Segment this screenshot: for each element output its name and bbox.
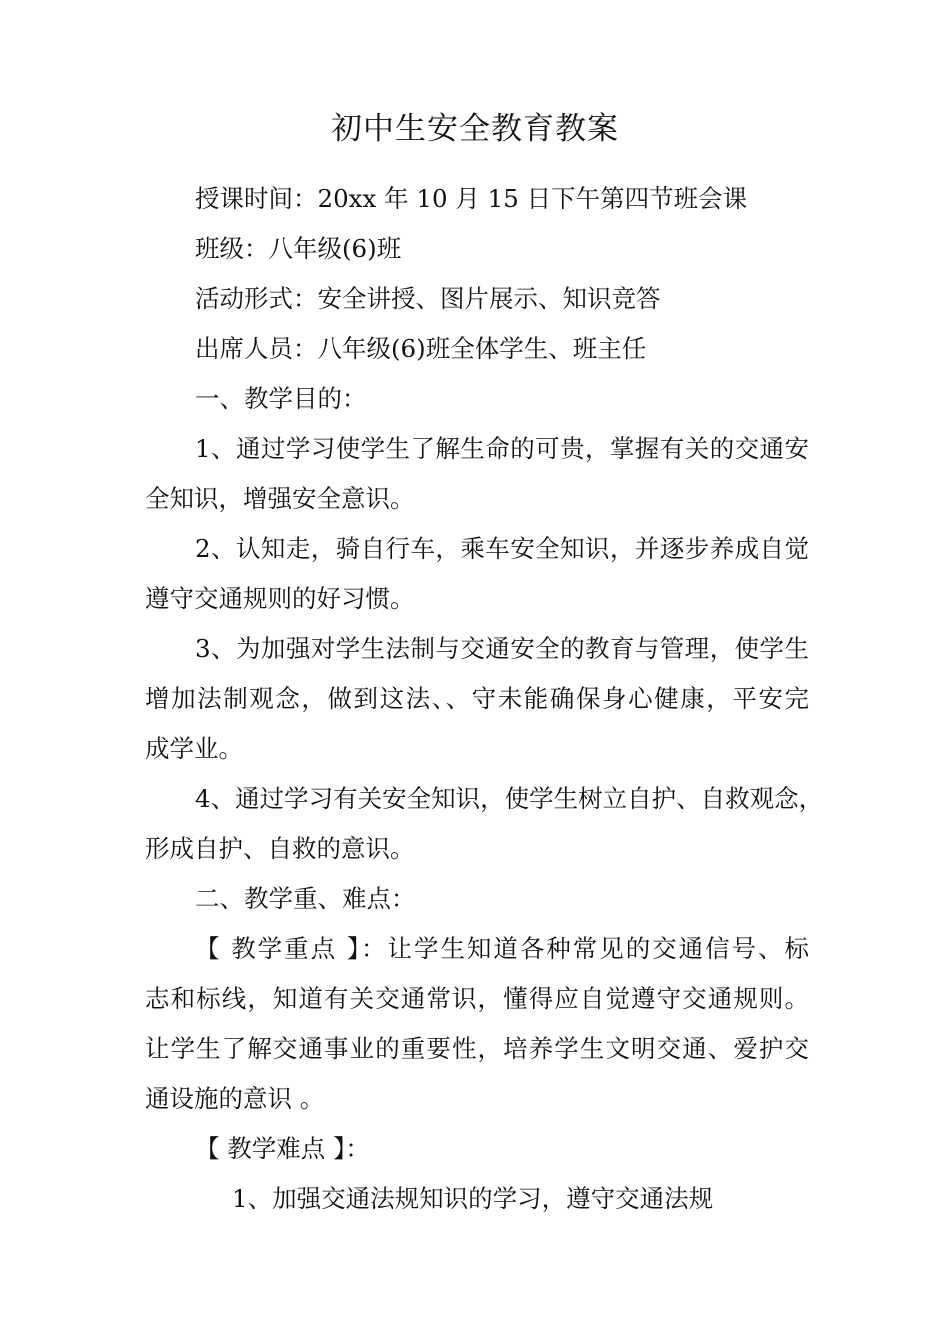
key-point-line-1	[195, 924, 809, 974]
objective-4-line-1: 4、通过学习有关安全知识，使学生树立自护、自救观念，	[195, 784, 824, 813]
document-title: 初中生安全教育教案	[331, 111, 619, 147]
objective-3-line-2: 增加法制观念，做到这法、、守未能确保身心健康，平安完	[145, 684, 809, 713]
objective-4-line-2: 形成自护、自救的意识。	[145, 834, 415, 863]
key-point-line-3: 让学生了解交通事业的重要性，培养学生文明交通、爱护交	[145, 1034, 809, 1063]
info-time: 授课时间：20xx 年 10 月 15 日下午第四节班会课	[195, 184, 748, 213]
objective-2-line-2: 遵守交通规则的好习惯。	[145, 584, 415, 613]
objective-3-line-1: 3、为加强对学生法制与交通安全的教育与管理，使学生	[195, 634, 809, 663]
section1-heading: 一、教学目的：	[195, 384, 367, 413]
info-form: 活动形式：安全讲授、图片展示、知识竞答	[195, 284, 661, 313]
key-point-line-4: 通设施的意识 。	[145, 1084, 325, 1113]
section2-heading: 二、教学重、难点：	[195, 884, 416, 913]
difficulty-label: 【 教学难点 】：	[195, 1134, 370, 1163]
key-point-label: 【 教学重点 】：	[195, 934, 388, 963]
key-point-line-2: 志和标线，知道有关交通常识，懂得应自觉遵守交通规则。	[145, 984, 809, 1013]
objective-3-line-3: 成学业。	[145, 734, 243, 763]
objective-2-line-1: 2、认知走，骑自行车，乘车安全知识，并逐步养成自觉	[195, 534, 809, 563]
info-attendees: 出席人员：八年级(6)班全体学生、班主任	[195, 334, 647, 363]
info-class: 班级：八年级(6)班	[195, 234, 402, 263]
key-point-text: 让学生知道各种常见的交通信号、标	[387, 934, 809, 963]
objective-1-line-1: 1、通过学习使学生了解生命的可贵，掌握有关的交通安	[195, 434, 809, 463]
difficulty-item-1: 1、加强交通法规知识的学习，遵守交通法规	[232, 1184, 714, 1213]
objective-1-line-2: 全知识，增强安全意识。	[145, 484, 415, 513]
